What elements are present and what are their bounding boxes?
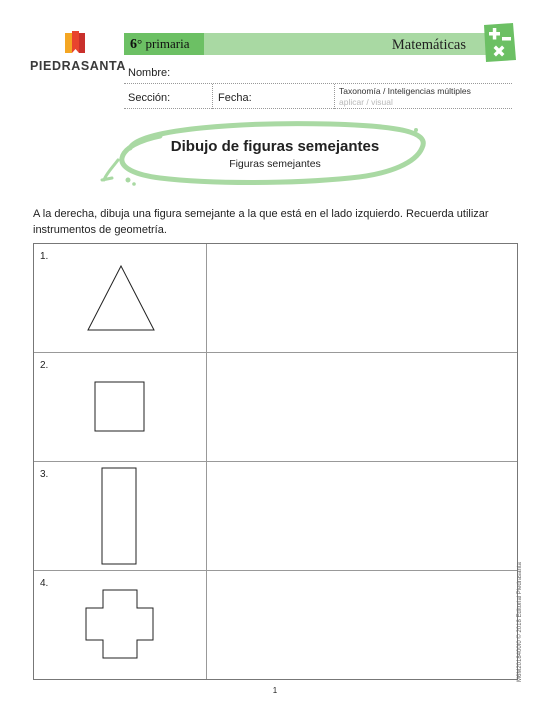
section-row bbox=[124, 84, 512, 109]
square-icon bbox=[34, 353, 207, 462]
drawing-area[interactable] bbox=[207, 353, 517, 461]
book-logo-icon bbox=[64, 30, 86, 56]
cross-icon bbox=[34, 571, 207, 679]
exercise-number: 4. bbox=[40, 578, 49, 589]
triangle-icon bbox=[34, 244, 207, 353]
exercise-number: 3. bbox=[40, 469, 49, 480]
exercise-row bbox=[34, 571, 517, 679]
green-brush-frame bbox=[100, 118, 450, 193]
exercise-number: 2. bbox=[40, 360, 49, 371]
exercise-row bbox=[34, 244, 517, 353]
copyright-note: M6M2018400I0 © 2018 Editorial Piedrasanta bbox=[517, 562, 523, 682]
section-label: Sección: bbox=[128, 92, 171, 104]
instructions-text: A la derecha, dibuja una figura semejante a la que está en el lado izquierdo. Recuerda utilizar instrumentos de geometría. bbox=[33, 208, 489, 236]
name-label: Nombre: bbox=[128, 67, 171, 79]
name-row bbox=[124, 59, 512, 84]
math-operations-icon bbox=[480, 22, 518, 64]
divider bbox=[212, 84, 213, 109]
date-label: Fecha: bbox=[218, 92, 252, 104]
page-number: 1 bbox=[272, 686, 278, 695]
exercise-row bbox=[34, 353, 517, 462]
divider bbox=[334, 84, 335, 109]
header-bar bbox=[124, 33, 512, 55]
drawing-area[interactable] bbox=[207, 244, 517, 352]
grade-label: 6° primaria bbox=[124, 33, 204, 55]
page-title: Dibujo de figuras semejantes bbox=[170, 138, 380, 155]
taxonomy-label: Taxonomía / Inteligencias múltiples bbox=[339, 86, 471, 96]
rectangle-icon bbox=[34, 462, 207, 571]
subject-title: Matemáticas bbox=[391, 37, 466, 53]
exercise-grid bbox=[33, 243, 518, 680]
exercise-number: 1. bbox=[40, 251, 49, 262]
title-banner bbox=[100, 118, 450, 193]
model-cell bbox=[34, 462, 207, 570]
brand-logo bbox=[30, 30, 126, 75]
model-cell bbox=[34, 571, 207, 679]
page-subtitle: Figuras semejantes bbox=[229, 158, 321, 170]
drawing-area[interactable] bbox=[207, 571, 517, 679]
taxonomy-values: aplicar / visual bbox=[339, 97, 393, 107]
model-cell bbox=[34, 244, 207, 352]
exercise-row bbox=[34, 462, 517, 571]
brand-name: PIEDRASANTA bbox=[30, 59, 126, 73]
model-cell bbox=[34, 353, 207, 461]
drawing-area[interactable] bbox=[207, 462, 517, 570]
